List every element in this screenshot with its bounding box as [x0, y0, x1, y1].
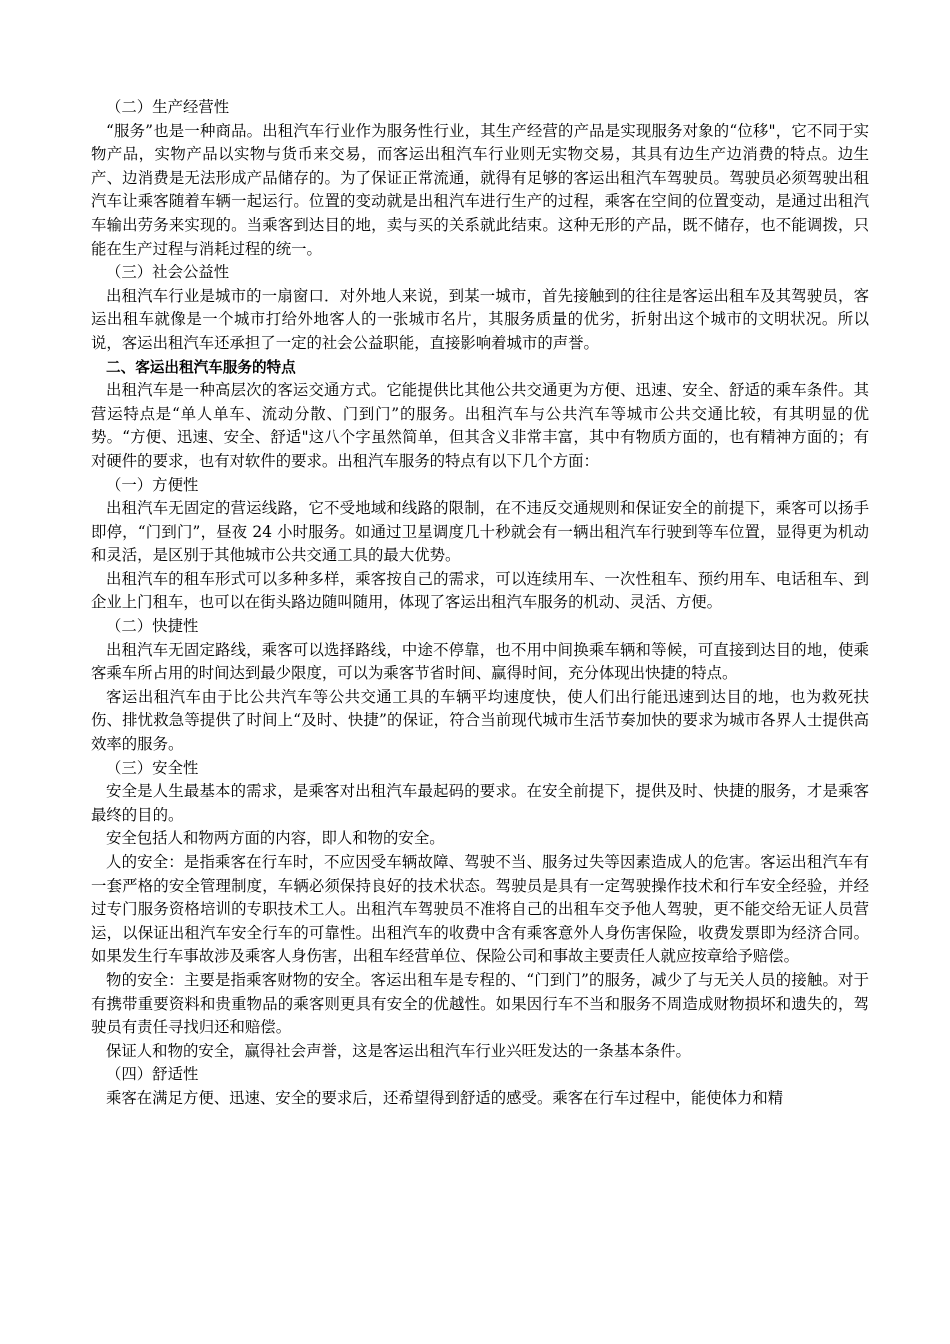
document-page [91, 96, 869, 1111]
paragraph-rental-forms: 出租汽车的租车形式可以多种多样，乘客按自己的需求，可以连续用车、一次性租车、预约用车、电话租车、到企业上门租车，也可以在街头路边随叫随用，体现了客运出租汽车服务的机动、灵活、方便。 [91, 569, 869, 612]
subheading-safety: （三）安全性 [106, 758, 199, 777]
paragraph-average-speed: 客运出租汽车由于比公共汽车等公共交通工具的车辆平均速度快，使人们出行能迅速到达目的地，也为救死扶伤、排忧救急等提供了时间上“及时、快捷”的保证，符合当前现代城市生活节奏加快的要求为城市各界人士提供高效率的服务。 [91, 687, 869, 754]
paragraph-direct-arrival: 出租汽车无固定路线，乘客可以选择路线，中途不停靠，也不用中间换乘车辆和等候，可直接到达目的地，使乘客乘车所占用的时间达到最少限度，可以为乘客节省时间、赢得时间，充分体现出快捷的特点。 [91, 640, 869, 683]
paragraph-no-fixed-route: 出租汽车无固定的营运线路，它不受地域和线路的限制，在不违反交通规则和保证安全的前提下，乘客可以扬手即停，“门到门”，昼夜 24 小时服务。如通过卫星调度几十秒就会有一辆出租汽车行驶到等车位置，显得更为机动和灵活，是区别于其他城市公共交通工具的最大优势。 [91, 499, 869, 565]
paragraph-comfort-intro: 乘客在满足方便、迅速、安全的要求后，还希望得到舒适的感受。乘客在行车过程中，能使体力和精 [106, 1088, 784, 1107]
paragraph-service-as-commodity: “服务”也是一种商品。出租汽车行业作为服务性行业，其生产经营的产品是实现服务对象的“位移"，它不同于实物产品，实物产品以实物与货币来交易，而客运出租汽车行业则无实物交易，其具有边生产边消费的特点。边生产、边消费是无法形成产品储存的。为了保证正常流通，就得有足够的客运出租汽车驾驶员。驾驶员必须驾驶出租汽车让乘客随着车辆一起运行。位置的变动就是出租汽车进行生产的过程，乘客在空间的位置变动，是通过出租汽车输出劳务来实现的。当乘客到达目的地，卖与买的关系就此结束。这种无形的产品，既不储存，也不能调拨，只能在生产过程与消耗过程的统一。 [91, 121, 869, 258]
paragraph-basic-need: 安全是人生最基本的需求，是乘客对出租汽车最起码的要求。在安全前提下，提供及时、快捷的服务，才是乘客最终的目的。 [91, 782, 869, 824]
section-heading-service-characteristics: 二、客运出租汽车服务的特点 [106, 358, 296, 376]
paragraph-safety-summary: 保证人和物的安全，赢得社会声誉，这是客运出租汽车行业兴旺发达的一条基本条件。 [106, 1041, 691, 1060]
subheading-speed: （二）快捷性 [106, 617, 199, 636]
subheading-comfort: （四）舒适性 [106, 1065, 199, 1084]
subheading-convenience: （一）方便性 [106, 475, 199, 494]
paragraph-personal-safety: 人的安全：是指乘客在行车时，不应因受车辆故障、驾驶不当、服务过失等因素造成人的危害。客运出租汽车有一套严格的安全管理制度，车辆必须保持良好的技术状态。驾驶员是具有一定驾驶操作技术和行车安全经验，并经过专门服务资格培训的专职技术工人。出租汽车驾驶员不准将自己的出租车交予他人驾驶，更不能交给无证人员营运，以保证出租汽车安全行车的可靠性。出租汽车的收费中含有乘客意外人身伤害保险，收费发票即为经济合同。如果发生行车事故涉及乘客人身伤害，出租车经营单位、保险公司和事故主要责任人就应按章给予赔偿。 [91, 853, 869, 966]
paragraph-property-safety: 物的安全：主要是指乘客财物的安全。客运出租车是专程的、“门到门”的服务，减少了与无关人员的接触。对于有携带重要资料和贵重物品的乘客则更具有安全的优越性。如果因行车不当和服务不周造成财物损坏和遗失的，驾驶员有责任寻找归还和赔偿。 [91, 970, 869, 1037]
paragraph-people-and-goods: 安全包括人和物两方面的内容，即人和物的安全。 [106, 829, 445, 848]
subheading-public-welfare: （三）社会公益性 [106, 263, 230, 282]
paragraph-city-window: 出租汽车行业是城市的一扇窗口．对外地人来说，到某一城市，首先接触到的往往是客运出租车及其驾驶员，客运出租车就像是一个城市打给外地客人的一张城市名片，其服务质量的优劣，折射出这个城市的文明状况。所以说，客运出租汽车还承担了一定的社会公益职能，直接影响着城市的声誉。 [91, 286, 869, 352]
paragraph-high-level-transport: 出租汽车是一种高层次的客运交通方式。它能提供比其他公共交通更为方便、迅速、安全、舒适的乘车条件。其营运特点是“单人单车、流动分散、门到门”的服务。出租汽车与公共汽车等城市公共交通比较，有其明显的优势。“方便、迅速、安全、舒适"这八个字虽然简单，但其含义非常丰富，其中有物质方面的，也有精神方面的；有对硬件的要求，也有对软件的要求。出租汽车服务的特点有以下几个方面： [91, 381, 869, 470]
subheading-production-operation: （二）生产经营性 [106, 98, 230, 116]
